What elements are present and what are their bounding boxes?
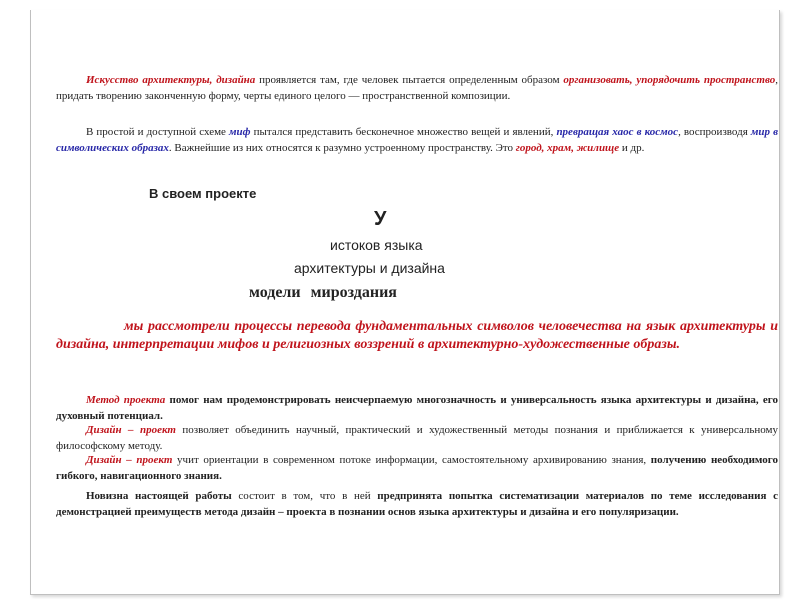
- myth-text-end: и др.: [619, 142, 645, 154]
- method-emphasis: Метод проекта: [86, 394, 166, 406]
- chaos-emphasis: превращая хаос в космос: [556, 126, 679, 138]
- novelty-text-2: предпринята попытка систематизации материалов по теме исследования с демонстрацией преимуществ метода дизайн – проекта в познании основ языка архитектуры и дизайна и его популяризации.: [56, 490, 778, 518]
- myth-text: В простой и доступной схеме: [86, 126, 230, 138]
- paragraph-art: [56, 72, 778, 104]
- organize-emphasis: организовать, упорядочить пространство: [563, 74, 776, 86]
- paragraph-design-project-2: [56, 452, 778, 484]
- paragraph-symbols: мы рассмотрели процессы перевода фундаментальных символов человечества на язык архитектуры и дизайна, интерпретации мифов и религиозных воззрений в архитектурно-художественные образы.: [56, 319, 778, 352]
- heading-u: У: [374, 208, 387, 230]
- art-text-end: , придать творению законченную форму, черты единого целого — пространственной композиции.: [56, 74, 778, 102]
- design-project-text-2: учит ориентации в современном потоке информации, самостоятельному архивированию знания,: [172, 454, 651, 466]
- city-emphasis: город, храм, жилище: [515, 142, 620, 154]
- paragraph-myth: [56, 124, 778, 156]
- art-emphasis: Искусство архитектуры, дизайна: [86, 74, 256, 86]
- myth-text-2: пытался представить бесконечное множество вещей и явлений,: [250, 126, 557, 138]
- design-project-emphasis-2: Дизайн – проект: [86, 454, 173, 466]
- symbols-emphasis: мир в символических образах: [56, 126, 778, 154]
- myth-text-4: . Важнейшие из них относятся к разумно устроенному пространству. Это: [168, 142, 516, 154]
- heading-architecture: архитектуры и дизайна: [294, 260, 445, 276]
- heading-project: В своем проекте: [149, 186, 257, 201]
- heading-sources: истоков языка: [330, 237, 423, 253]
- method-text: помог нам продемонстрировать неисчерпаемую многозначность и универсальность языка архитектуры и дизайна, его духовный потенциал.: [56, 394, 778, 422]
- design-project-text-3: получению необходимого гибкого, навигационного знания.: [56, 454, 778, 482]
- paragraph-design-project: [56, 422, 778, 454]
- novelty-label: Новизна настоящей работы: [86, 490, 232, 502]
- design-project-emphasis: Дизайн – проект: [86, 424, 176, 436]
- heading-models: модели мироздания: [249, 284, 397, 301]
- paragraph-method: [56, 392, 778, 424]
- novelty-text: состоит в том, что в ней: [231, 490, 378, 502]
- art-text: проявляется там, где человек пытается определенным образом: [255, 74, 564, 86]
- design-project-text: позволяет объединить научный, практический и художественный методы познания и приближается к универсальному философскому методу.: [56, 424, 778, 452]
- paragraph-novelty: [56, 488, 778, 520]
- myth-emphasis: миф: [229, 126, 251, 138]
- myth-text-3: , воспроизводя: [678, 126, 751, 138]
